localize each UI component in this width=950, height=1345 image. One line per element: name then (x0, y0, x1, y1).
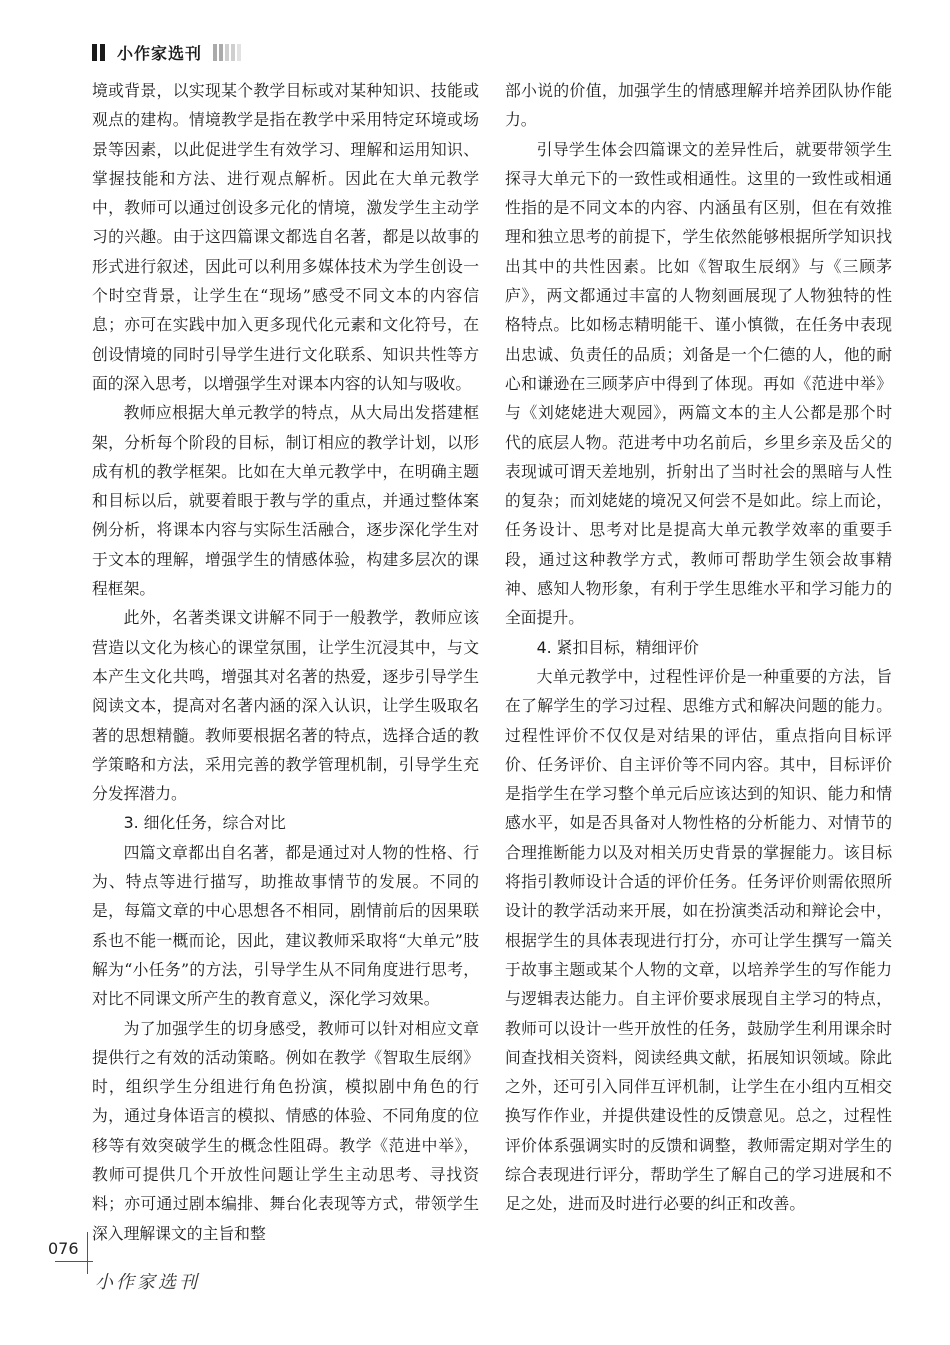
paragraph: 境或背景，以实现某个教学目标或对某种知识、技能或观点的建构。情境教学是指在教学中采用特定环境或场景等因素，以此促进学生有效学习、理解和运用知识、掌握技能和方法、进行观点解析。因此在大单元教学中，教师可以通过创设多元化的情境，激发学生主动学习的兴趣。由于这四篇课文都选自名著，都是以故事的形式进行叙述，因此可以利用多媒体技术为学生创设一个时空背景，让学生在“现场”感受不同文本的内容信息；亦可在实践中加入更多现代化元素和文化符号，在创设情境的同时引导学生进行文化联系、知识共性等方面的深入思考，以增强学生对课本内容的认知与吸收。 (92, 81, 479, 393)
header-bar-icon (225, 44, 229, 61)
paragraph: 大单元教学中，过程性评价是一种重要的方法，旨在了解学生的学习过程、思维方式和解决问题的能力。过程性评价不仅仅是对结果的评估，重点指向目标评价、任务评价、自主评价等不同内容。其中，目标评价是指学生在学习整个单元后应该达到的知识、能力和情感水平，如是否具备对人物性格的分析能力、对情节的合理推断能力以及对相关历史背景的掌握能力。该目标将指引教师设计合适的评价任务。任务评价则需依照所设计的教学活动来开展，如在扮演类活动和辩论会中，根据学生的具体表现进行打分，亦可让学生撰写一篇关于故事主题或某个人物的文章，以培养学生的写作能力与逻辑表达能力。自主评价要求展现自主学习的特点，教师可以设计一些开放性的任务，鼓励学生利用课余时间查找相关资料，阅读经典文献，拓展知识领域。除此之外，还可引入同伴互评机制，让学生在小组内互相交换写作作业，并提供建设性的反馈意见。总之，过程性评价体系强调实时的反馈和调整，教师需定期对学生的综合表现进行评分，帮助学生了解自己的学习进展和不足之处，进而及时进行必要的纠正和改善。 (505, 666, 892, 1214)
header-bar-icon (237, 44, 241, 61)
header-bar-icon (92, 44, 97, 61)
paragraph: 部小说的价值，加强学生的情感理解并培养团队协作能力。 (505, 81, 892, 130)
section-heading: 3. 细化任务，综合对比 (123, 813, 286, 833)
section-heading: 4. 紧扣目标，精细评价 (536, 637, 699, 657)
journal-header (92, 40, 243, 64)
right-column (505, 76, 892, 1219)
header-bar-icon (213, 44, 217, 61)
page-number: 076 (48, 1239, 79, 1258)
header-bar-icon (219, 44, 223, 61)
paragraph: 四篇文章都出自名著，都是通过对人物的性格、行为、特点等进行描写，助推故事情节的发展。不同的是，每篇文章的中心思想各不相同，剧情前后的因果联系也不能一概而论，因此，建议教师采取将“大单元”肢解为“小任务”的方法，引导学生从不同角度进行思考，对比不同课文所产生的教育意义，深化学习效果。 (92, 842, 479, 1009)
paragraph: 此外，名著类课文讲解不同于一般教学，教师应该营造以文化为核心的课堂氛围，让学生沉浸其中，与文本产生文化共鸣，增强其对名著的热爱，逐步引导学生阅读文本，提高对名著内涵的深入认识，让学生吸取名著的思想精髓。教师要根据名著的特点，选择合适的教学策略和方法，采用完善的教学管理机制，引导学生充分发挥潜力。 (92, 608, 479, 804)
header-bar-icon (100, 44, 105, 61)
left-column (92, 76, 479, 1248)
paragraph: 引导学生体会四篇课文的差异性后，就要带领学生探寻大单元下的一致性或相通性。这里的一致性或相通性指的是不同文本的内容、内涵虽有区别，但在有效推理和独立思考的前提下，学生依然能够根据所学知识找出其中的共性因素。比如《智取生辰纲》与《三顾茅庐》，两文都通过丰富的人物刻画展现了人物独特的性格特点。比如杨志精明能干、谨小慎微，在任务中表现出忠诚、负责任的品质；刘备是一个仁德的人，他的耐心和谦逊在三顾茅庐中得到了体现。再如《范进中举》与《刘姥姥进大观园》，两篇文本的主人公都是那个时代的底层人物。范进考中功名前后，乡里乡亲及岳父的表现诚可谓天差地别，折射出了当时社会的黑暗与人性的复杂；而刘姥姥的境况又何尝不是如此。综上而论，任务设计、思考对比是提高大单元教学效率的重要手段，通过这种教学方式，教师可帮助学生领会故事精神、感知人物形象，有利于学生思维水平和学习能力的全面提升。 (505, 139, 892, 628)
footer-divider-horizontal (55, 1261, 93, 1262)
journal-title: 小作家选刊 (117, 43, 203, 63)
paragraph: 为了加强学生的切身感受，教师可以针对相应文章提供行之有效的活动策略。例如在教学《智取生辰纲》时，组织学生分组进行角色扮演，模拟剧中角色的行为，通过身体语言的模拟、情感的体验、不同角度的位移等有效突破学生的概念性阻碍。教学《范进中举》，教师可提供几个开放性问题让学生主动思考、寻找资料；亦可通过剧本编排、舞台化表现等方式，带领学生深入理解课文的主旨和整 (92, 1018, 479, 1243)
footer-logo: 小作家选刊 (95, 1272, 200, 1293)
header-bar-icon (231, 44, 235, 61)
footer-divider-vertical (87, 1232, 88, 1274)
paragraph: 教师应根据大单元教学的特点，从大局出发搭建框架，分析每个阶段的目标，制订相应的教学计划，以形成有机的教学框架。比如在大单元教学中，在明确主题和目标以后，就要着眼于教与学的重点，并通过整体案例分析，将课本内容与实际生活融合，逐步深化学生对于文本的理解，增强学生的情感体验，构建多层次的课程框架。 (92, 403, 479, 599)
